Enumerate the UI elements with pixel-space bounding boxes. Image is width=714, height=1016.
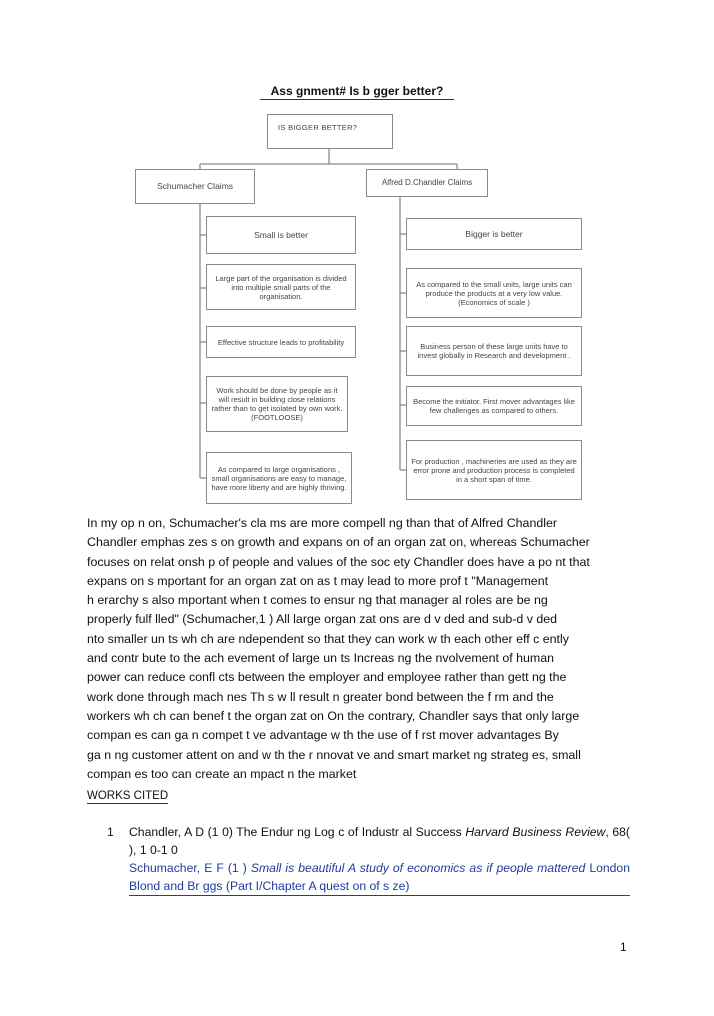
alfred-chandler-header: Alfred D.Chandler Claims — [366, 169, 488, 197]
chandler-claim-2: As compared to the small units, large units can produce the products at a very low value. (Economics of scale ) — [406, 268, 582, 318]
essay-paragraph — [87, 514, 630, 784]
schumacher-claim-4: Work should be done by people as it will result in building close relations rather than to get isolated by own work. (FOOTLOOSE) — [206, 376, 348, 432]
chandler-claim-1: Bigger is better — [406, 218, 582, 250]
essay-line: compan es too can create an mpact n the market — [87, 766, 357, 781]
reference-2-book-title: Small is beautiful A study of economics as if people mattered — [250, 861, 586, 875]
schumacher-claim-3: Effective structure leads to profitability — [206, 326, 356, 358]
reference-1-details: , 68( ), 1 0-1 0 — [129, 825, 630, 857]
essay-line: expans on s mportant for an organ zat on as t may lead to more prof t "Management — [87, 573, 549, 588]
comparison-diagram — [126, 108, 588, 504]
essay-line: properly fulf lled" (Schumacher,1 ) All large organ zat ons are d v ded and sub-d v ded — [87, 612, 558, 627]
essay-line: power can reduce confl cts between the employer and employee rather than gett ng the — [87, 670, 567, 685]
chandler-claim-3: Business person of these large units have to invest globally in Research and development . — [406, 326, 582, 376]
essay-line: work done through mach nes Th s w ll result n greater bond between the f rm and the — [87, 689, 554, 704]
chandler-claim-4: Become the initiator. First mover advantages like few challenges as compared to others. — [406, 386, 582, 426]
essay-line: h erarchy s also mportant when t comes to ensur ng that manager al roles are be ng — [87, 593, 548, 608]
reference-1 — [107, 823, 630, 859]
essay-line: workers wh ch can benef t the organ zat on On the contrary, Chandler says that only large — [87, 708, 580, 723]
works-cited-heading: WORKS CITED — [87, 790, 169, 802]
schumacher-claim-2: Large part of the organisation is divided into multiple small parts of the organisation. — [206, 264, 356, 310]
schumacher-claim-1: Small is better — [206, 216, 356, 254]
references-list — [107, 823, 630, 896]
essay-line: ga n ng customer attent on and w th the r nnovat ve and smart market ng strateg es, small — [87, 747, 581, 762]
page-number: 1 — [620, 940, 627, 954]
schumacher-header: Schumacher Claims — [135, 169, 255, 204]
essay-line: nto smaller un ts wh ch are ndependent so that they can work w th each other eff c ently — [87, 631, 569, 646]
reference-1-text: Chandler, A D (1 0) The Endur ng Log c of Industr al Success — [129, 825, 466, 839]
essay-line: In my op n on, Schumacher's cla ms are more compell ng than that of Alfred Chandler — [87, 516, 558, 530]
essay-line: Chandler emphas zes s on growth and expans on of an organ zat on, whereas Schumacher — [87, 535, 590, 550]
essay-line: focuses on relat onsh p of people and values of the soc ety Chandler does have a po nt that — [87, 554, 590, 569]
page-title: Ass gnment# Is b gger better? — [260, 84, 454, 100]
essay-line: compan es can ga n compet t ve advantage w th the use of f rst mover advantages By — [87, 728, 559, 743]
reference-1-journal: Harvard Business Review — [465, 825, 606, 839]
reference-2-author: Schumacher, E F (1 ) — [129, 861, 251, 875]
chandler-claim-5: For production , machineries are used as they are error prone and production process is completed in a short span of time. — [406, 440, 582, 500]
diagram-root: IS BIGGER BETTER? — [267, 114, 393, 149]
schumacher-claim-5: As compared to large organisations , small organisations are easy to manage, have more liberty and are highly thriving. — [206, 452, 352, 504]
reference-number: 1 — [107, 825, 114, 839]
essay-line: and contr bute to the ach evement of large un ts Increas ng the nvolvement of human — [87, 651, 555, 666]
reference-2-link[interactable] — [129, 859, 630, 896]
reference-2-publisher: London Blond and Br ggs (Part I/Chapter A quest on of s ze) — [129, 861, 630, 893]
